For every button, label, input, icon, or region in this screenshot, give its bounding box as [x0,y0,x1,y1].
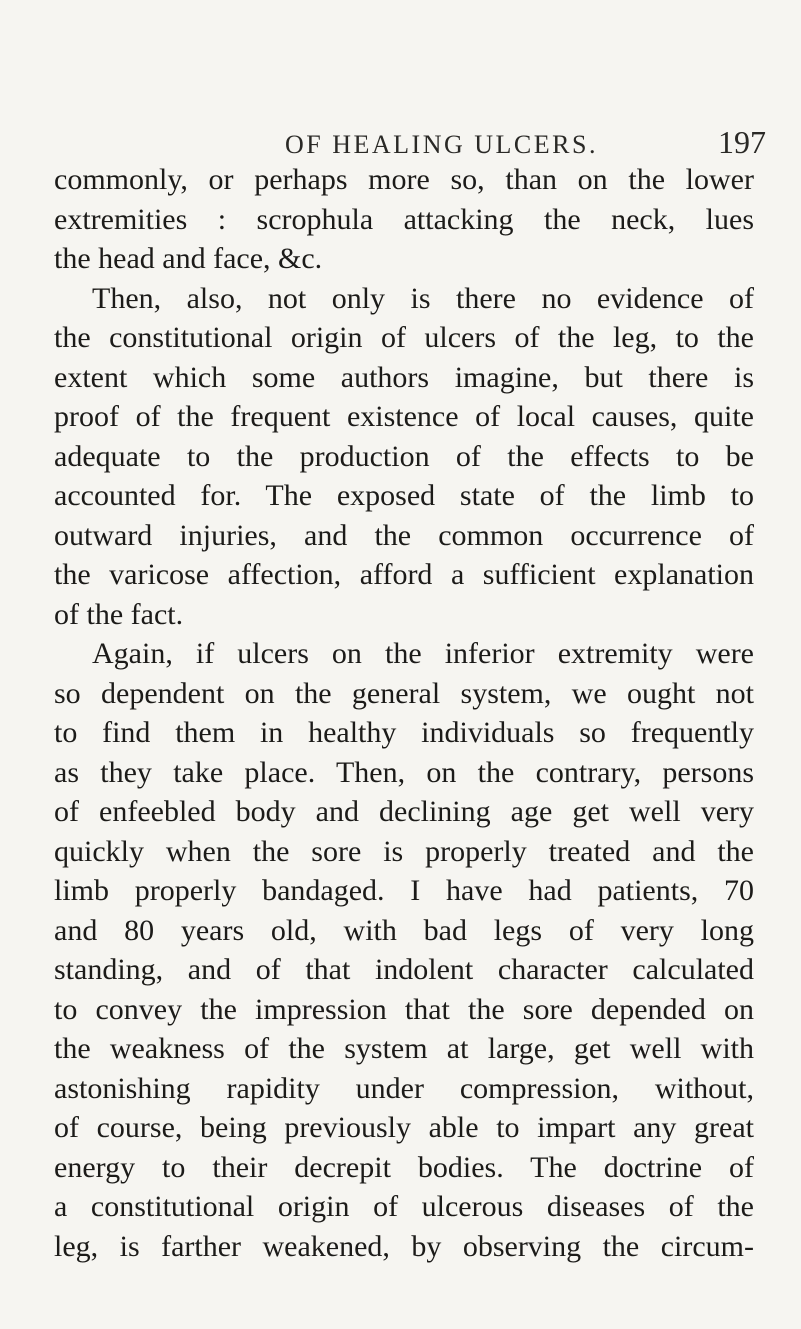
text-line: as they take place. Then, on the contrary, persons [54,755,754,789]
text-line: of enfeebled body and declining age get well very [54,795,754,828]
page-number: 197 [718,124,766,160]
text-line: proof of the frequent existence of local causes, quite [54,400,754,433]
text-line: adequate to the production of the effects to be [54,439,754,473]
text-line: a constitutional origin of ulcerous diseases of the [54,1190,754,1223]
text-line: to convey the impression that the sore depended on [54,992,754,1026]
text-line: the constitutional origin of ulcers of the leg, to the [54,321,754,354]
text-line: the head and face, &c. [54,242,323,275]
text-line: leg, is farther weakened, by observing the circum- [54,1229,754,1263]
text-line: outward injuries, and the common occurrence of [54,518,754,552]
text-line: accounted for. The exposed state of the limb to [54,479,754,512]
text-line: quickly when the sore is properly treated and the [54,834,754,868]
text-line: limb properly bandaged. I have had patients, 70 [54,874,754,907]
text-line: extremities : scrophula attacking the neck, lues [54,202,754,236]
text-line: extent which some authors imagine, but there is [54,360,754,394]
running-title: OF HEALING ULCERS. [285,130,598,159]
text-line: energy to their decrepit bodies. The doctrine of [54,1150,754,1184]
text-line: the weakness of the system at large, get well with [54,1032,754,1065]
text-line: commonly, or perhaps more so, than on the lower [54,163,754,196]
text-line: Then, also, not only is there no evidence of [92,281,754,315]
text-line: to find them in healthy individuals so frequently [54,716,754,749]
text-line: of course, being previously able to impart any great [54,1111,754,1144]
text-line: and 80 years old, with bad legs of very long [54,913,754,947]
text-line: of the fact. [54,597,184,631]
text-line: standing, and of that indolent character calculated [54,953,754,986]
text-line: the varicose affection, afford a sufficient explanation [54,558,754,591]
text-line: so dependent on the general system, we ought not [54,676,754,710]
text-line: astonishing rapidity under compression, without, [54,1071,754,1105]
text-line: Again, if ulcers on the inferior extremity were [92,637,754,670]
body-text [54,160,754,1266]
